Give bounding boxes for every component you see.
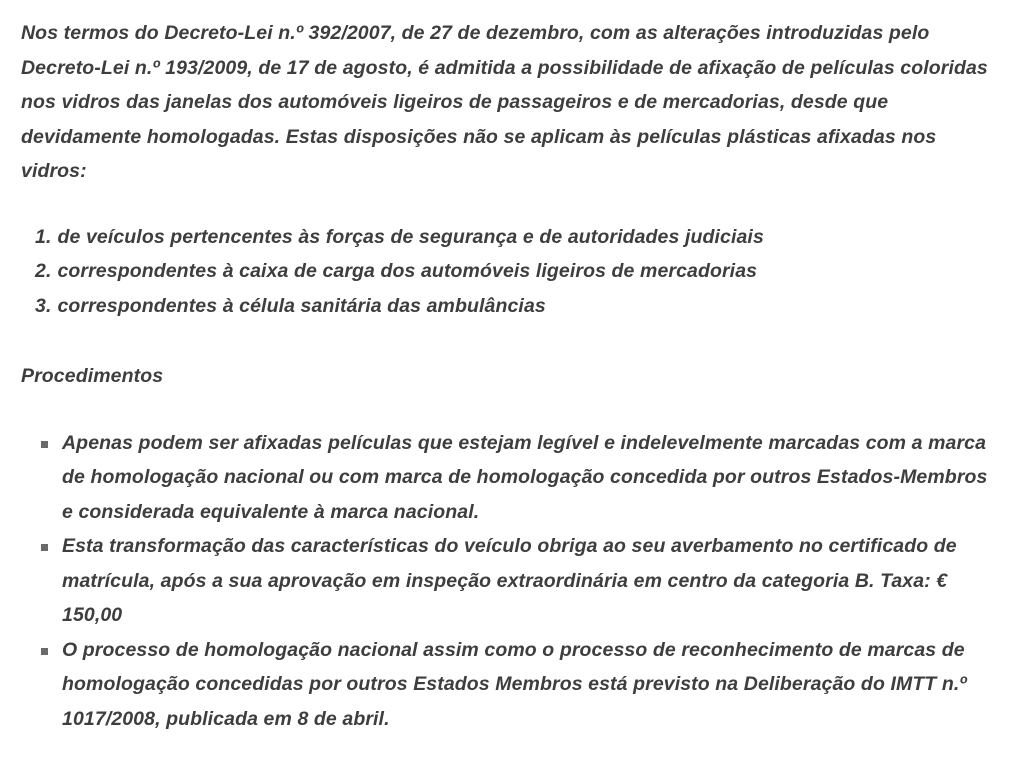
list-item-text: Apenas podem ser afixadas películas que estejam legível e indelevelmente marcadas com a marca de homologação nacional ou com marca de homologação concedida por outros Estados-Membros e considerada equivalente à marca nacional. [62,431,988,523]
list-item [21,529,1001,633]
square-bullet-icon [41,441,48,448]
procedures-heading: Procedimentos [21,365,164,387]
list-item-text: correspondentes à célula sanitária das ambulâncias [57,294,546,317]
intro-paragraph: Nos termos do Decreto-Lei n.º 392/2007, de 27 de dezembro, com as alterações introduzidas pelo Decreto-Lei n.º 193/2009, de 17 de agosto, é admitida a possibilidade de afixação de películas coloridas nos vidros das janelas dos automóveis ligeiros de passageiros e de mercadorias, desde que devidamente homologadas. Estas disposições não se aplicam às películas plásticas afixadas nos vidros: [21,22,988,182]
list-item-text: de veículos pertencentes às forças de segurança e de autoridades judiciais [57,225,764,248]
list-item-number: 1. [35,225,52,248]
square-bullet-icon [41,648,48,655]
list-item [35,289,1001,324]
list-item-number: 3. [35,294,52,317]
list-item [21,426,1001,530]
exceptions-list [21,220,1001,324]
list-item [21,633,1001,737]
document-body [21,16,1001,736]
list-item-number: 2. [35,260,52,282]
square-bullet-icon [41,544,48,551]
list-item-text: O processo de homologação nacional assim como o processo de reconhecimento de marcas de homologação concedidas por outros Estados Membros está previsto na Deliberação do IMTT n.º 1017/2008, publicada em 8 de abril. [62,638,967,730]
list-item [35,220,1001,255]
list-item-text: correspondentes à caixa de carga dos automóveis ligeiros de mercadorias [57,260,758,282]
procedures-list [21,426,1001,737]
list-item [35,254,1001,289]
list-item-text: Esta transformação das características do veículo obriga ao seu averbamento no certificado de matrícula, após a sua aprovação em inspeção extraordinária em centro da categoria B. Taxa: € 150,00 [62,535,957,626]
